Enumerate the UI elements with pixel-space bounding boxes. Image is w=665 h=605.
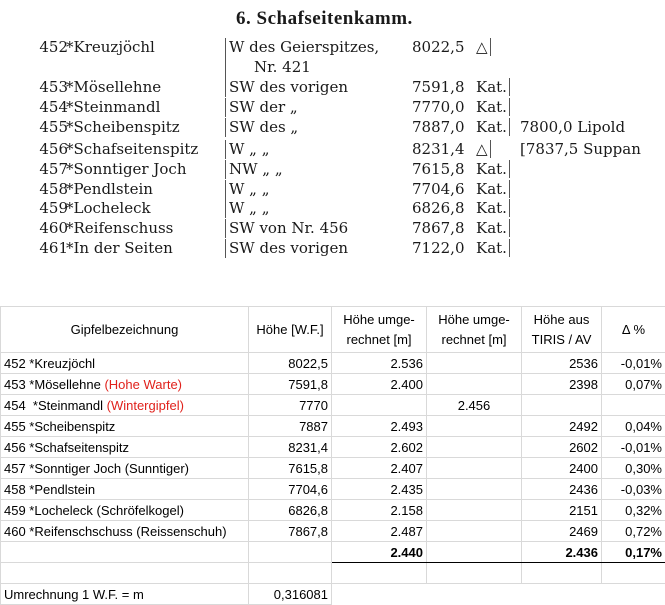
table-row	[1, 500, 665, 521]
scan-row-continuation: Nr. 421	[254, 58, 311, 76]
cell-wf: 7770	[249, 395, 332, 416]
scan-row-number: 454	[26, 98, 68, 116]
total-tiris: 2.436	[522, 542, 602, 563]
cell-wf: 7704,6	[249, 479, 332, 500]
cell-delta: 0,07%	[602, 374, 665, 395]
scan-row-direction: SW des vorigen	[225, 239, 348, 258]
header-row	[1, 307, 665, 353]
peak-name: 460 *Reifenschschuss (Reissenschuh)	[4, 524, 227, 539]
table-row	[1, 395, 665, 416]
cell-wf: 7887	[249, 416, 332, 437]
conversion-value: 0,316081	[249, 584, 332, 605]
cell-delta: 0,04%	[602, 416, 665, 437]
table-row	[1, 416, 665, 437]
header-m1: Höhe umge-rechnet [m]	[332, 307, 427, 353]
cell-m1: 2.602	[332, 437, 427, 458]
peak-name: 453 *Mösellehne	[4, 377, 104, 392]
cell-m2: 2.456	[427, 395, 522, 416]
scan-row-height: 6826,8	[412, 199, 465, 217]
scan-row-height: 7615,8	[412, 160, 465, 178]
cell-delta: 0,32%	[602, 500, 665, 521]
scan-row-height: 7867,8	[412, 219, 465, 237]
cell-wf: 6826,8	[249, 500, 332, 521]
cell-m2	[427, 458, 522, 479]
scan-row-number: 459	[26, 199, 68, 217]
scan-row-kat: Kat.	[476, 219, 510, 237]
scan-row-kat: Kat.	[476, 199, 510, 217]
scan-row-kat: △	[476, 140, 491, 158]
table-row	[1, 353, 665, 374]
cell-m1: 2.407	[332, 458, 427, 479]
scan-row-number: 458	[26, 180, 68, 198]
scan-row-number: 453	[26, 78, 68, 96]
cell-m2	[427, 416, 522, 437]
scan-row-height: 7704,6	[412, 180, 465, 198]
scan-row-name: *Locheleck	[66, 199, 151, 217]
scan-row-number: 455	[26, 118, 68, 136]
cell-tiris: 2602	[522, 437, 602, 458]
scan-row-direction: W „ „	[225, 140, 270, 159]
scan-row-name: *Mösellehne	[66, 78, 161, 96]
cell-wf: 7867,8	[249, 521, 332, 542]
cell-tiris: 2536	[522, 353, 602, 374]
cell-m1: 2.435	[332, 479, 427, 500]
peak-name: 452 *Kreuzjöchl	[4, 356, 95, 371]
scan-row-direction: W „ „	[225, 180, 270, 199]
cell-name	[1, 374, 249, 395]
scan-row-height: 7887,0	[412, 118, 465, 136]
peak-name: 458 *Pendlstein	[4, 482, 95, 497]
cell-delta: 0,30%	[602, 458, 665, 479]
spreadsheet	[0, 306, 665, 605]
scan-title: 6. Schafseitenkamm.	[236, 8, 413, 30]
cell-name	[1, 500, 249, 521]
cell-tiris: 2492	[522, 416, 602, 437]
cell-m1	[332, 395, 427, 416]
cell-tiris: 2436	[522, 479, 602, 500]
cell-delta: -0,03%	[602, 479, 665, 500]
scan-row-number: 461	[26, 239, 68, 257]
scan-row-direction: SW von Nr. 456	[225, 219, 348, 238]
cell-name	[1, 437, 249, 458]
scan-row-name: *In der Seiten	[66, 239, 173, 257]
scanned-table	[0, 0, 665, 278]
scan-row-direction: SW des „	[225, 118, 298, 137]
scan-row-name: *Kreuzjöchl	[66, 38, 155, 56]
table-row	[1, 437, 665, 458]
cell-tiris	[522, 395, 602, 416]
scan-row-kat: Kat.	[476, 180, 510, 198]
cell-name	[1, 458, 249, 479]
header-m2: Höhe umge-rechnet [m]	[427, 307, 522, 353]
header-wf: Höhe [W.F.]	[249, 307, 332, 353]
conversion-label: Umrechnung 1 W.F. = m	[1, 584, 249, 605]
cell-m2	[427, 479, 522, 500]
cell-delta	[602, 395, 665, 416]
scan-row-number: 456	[26, 140, 68, 158]
header-tiris: Höhe aus TIRIS / AV	[522, 307, 602, 353]
header-delta: Δ %	[602, 307, 665, 353]
cell-m2	[427, 521, 522, 542]
scan-row-kat: Kat.	[476, 160, 510, 178]
scan-row-name: *Reifenschuss	[66, 219, 173, 237]
scan-row-name: *Pendlstein	[66, 180, 153, 198]
scan-row-kat: △	[476, 38, 491, 56]
cell-delta: 0,72%	[602, 521, 665, 542]
cell-tiris: 2398	[522, 374, 602, 395]
total-delta: 0,17%	[602, 542, 665, 563]
cell-delta: -0,01%	[602, 437, 665, 458]
cell-m2	[427, 500, 522, 521]
scan-row-kat: Kat.	[476, 78, 510, 96]
cell-wf: 7615,8	[249, 458, 332, 479]
scan-row-kat: Kat.	[476, 239, 510, 257]
cell-wf: 8022,5	[249, 353, 332, 374]
scan-row-height: 7122,0	[412, 239, 465, 257]
scan-row-name: *Steinmandl	[66, 98, 160, 116]
scan-row-number: 460	[26, 219, 68, 237]
peak-name: 457 *Sonntiger Joch (Sunntiger)	[4, 461, 189, 476]
scan-row-direction: W des Geierspitzes,	[225, 38, 379, 78]
cell-name	[1, 353, 249, 374]
empty-row	[1, 563, 665, 584]
header-name: Gipfelbezeichnung	[1, 307, 249, 353]
scan-row-extra: [7837,5 Suppan	[520, 140, 641, 158]
cell-name	[1, 416, 249, 437]
scan-row-height: 8022,5	[412, 38, 465, 56]
peak-name: 456 *Schafseitenspitz	[4, 440, 129, 455]
peak-name: 459 *Locheleck (Schröfelkogel)	[4, 503, 184, 518]
cell-tiris: 2469	[522, 521, 602, 542]
cell-name	[1, 395, 249, 416]
scan-row-name: *Schafseitenspitz	[66, 140, 198, 158]
scan-row-number: 452	[26, 38, 68, 56]
scan-row-kat: Kat.	[476, 98, 510, 116]
cell-m1: 2.400	[332, 374, 427, 395]
cell-tiris: 2400	[522, 458, 602, 479]
cell-m1: 2.487	[332, 521, 427, 542]
cell-tiris: 2151	[522, 500, 602, 521]
peak-alt-name: (Wintergipfel)	[107, 398, 184, 413]
scan-row-height: 8231,4	[412, 140, 465, 158]
table-row	[1, 479, 665, 500]
cell-m2	[427, 374, 522, 395]
cell-m1: 2.536	[332, 353, 427, 374]
cell-wf: 8231,4	[249, 437, 332, 458]
scan-row-kat: Kat.	[476, 118, 510, 136]
cell-name	[1, 521, 249, 542]
scan-row-direction: SW des vorigen	[225, 78, 348, 97]
cell-m2	[427, 353, 522, 374]
scan-row-direction: W „ „	[225, 199, 270, 218]
cell-m1: 2.158	[332, 500, 427, 521]
scan-row-height: 7591,8	[412, 78, 465, 96]
cell-m1: 2.493	[332, 416, 427, 437]
table-row	[1, 374, 665, 395]
scan-row-direction: NW „ „	[225, 160, 283, 179]
cell-wf: 7591,8	[249, 374, 332, 395]
scan-row-extra: 7800,0 Lipold	[520, 118, 625, 136]
total-m1: 2.440	[332, 542, 427, 563]
scan-row-direction: SW der „	[225, 98, 298, 117]
conversion-row	[1, 584, 665, 605]
cell-m2	[427, 437, 522, 458]
cell-delta: -0,01%	[602, 353, 665, 374]
scan-row-name: *Scheibenspitz	[66, 118, 180, 136]
scan-row-height: 7770,0	[412, 98, 465, 116]
totals-row	[1, 542, 665, 563]
scan-row-number: 457	[26, 160, 68, 178]
table-row	[1, 458, 665, 479]
peak-name: 455 *Scheibenspitz	[4, 419, 115, 434]
scan-row-name: *Sonntiger Joch	[66, 160, 186, 178]
table-row	[1, 521, 665, 542]
peak-name: 454 *Steinmandl	[4, 398, 107, 413]
cell-name	[1, 479, 249, 500]
peak-alt-name: (Hohe Warte)	[104, 377, 182, 392]
